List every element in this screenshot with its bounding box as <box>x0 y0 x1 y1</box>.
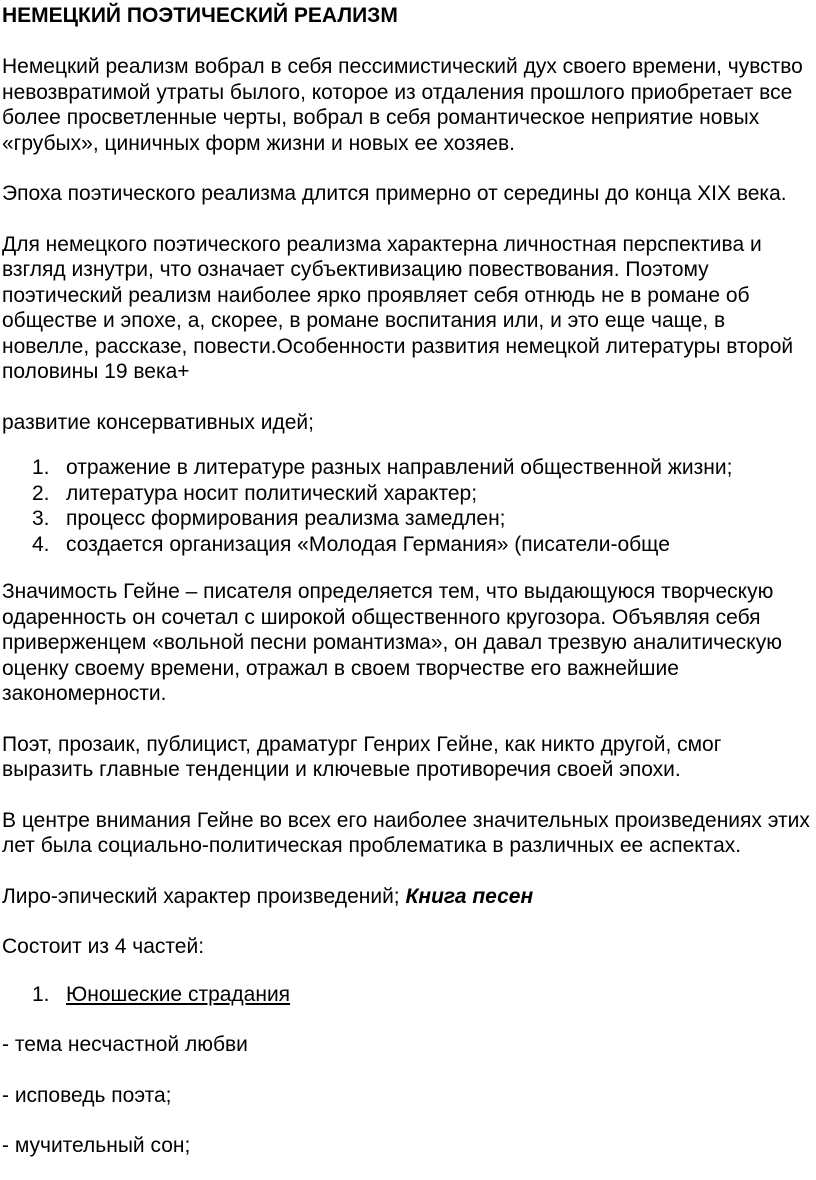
paragraph-lyric-epic <box>2 884 814 910</box>
list-number: 1. <box>32 982 50 1006</box>
list-number: 4. <box>32 532 50 556</box>
paragraph-heine-focus: В центре внимания Гейне во всех его наиболее значительных произведениях этих лет была социально-политическая проблематика в различных ее аспектах. <box>2 808 810 857</box>
paragraph-epoch: Эпоха поэтического реализма длится примерно от середины до конца XIX века. <box>2 182 787 205</box>
lyric-epic-text: Лиро-эпический характер произведений; <box>2 884 406 908</box>
document-title: НЕМЕЦКИЙ ПОЭТИЧЕСКИЙ РЕАЛИЗМ <box>2 4 398 27</box>
list-number: 2. <box>32 481 50 505</box>
dash-item: - мучительный сон; <box>2 1134 191 1157</box>
list-item <box>2 532 814 558</box>
paragraph-heine-significance: Значимость Гейне – писателя определяется тем, что выдающуюся творческую одаренность он сочетал с широкой общественного кругозора. Объявляя себя приверженцем «вольной песни романтизма», он давал трезвую аналитическую оценку своему времени, отражал в своем творчестве его важнейшие закономерности. <box>2 580 782 705</box>
dash-item: - тема несчастной любви <box>2 1033 248 1056</box>
list-item-text: Юношеские страдания <box>66 982 291 1006</box>
paragraph-conservative: развитие консервативных идей; <box>2 410 314 434</box>
list-item-text: отражение в литературе разных направлений общественной жизни; <box>66 456 733 479</box>
dash-item: - исповедь поэта; <box>2 1083 172 1107</box>
book-of-songs-title: Книга песен <box>405 884 534 908</box>
features-list <box>2 455 814 557</box>
list-number: 3. <box>32 507 50 530</box>
list-item-text: процесс формирования реализма замедлен; <box>66 507 506 530</box>
paragraph-heine-poet: Поэт, прозаик, публицист, драматург Генрих Гейне, как никто другой, смог выразить главные тенденции и ключевые противоречия своей эпохи. <box>2 732 722 781</box>
list-item <box>2 982 814 1008</box>
list-item <box>2 455 814 481</box>
list-item <box>2 481 814 507</box>
list-item-text: создается организация «Молодая Германия» (писатели-обще <box>66 532 670 556</box>
parts-list <box>2 982 814 1008</box>
list-item <box>2 506 814 532</box>
list-item-text: литература носит политический характер; <box>66 481 478 505</box>
paragraph-parts: Состоит из 4 частей: <box>2 935 205 958</box>
paragraph-realism-intro: Немецкий реализм вобрал в себя пессимистический дух своего времени, чувство невозвратимой утраты былого, которое из отдаления прошлого приобретает все более просветленные черты, вобрал в себя романтическое неприятие новых «грубых», циничных форм жизни и новых ее хозяев. <box>2 55 803 155</box>
list-number: 1. <box>32 456 50 479</box>
paragraph-perspective: Для немецкого поэтического реализма характерна личностная перспектива и взгляд изнутри, что означает субъективизацию повествования. Поэтому поэтический реализм наиболее ярко проявляет себя отнюдь не в романе об обществе и эпохе, а, скорее, в романе воспитания или, и это еще чаще, в новелле, рассказе, повести.Особенности развития немецкой литературы второй половины 19 века+ <box>2 232 794 383</box>
